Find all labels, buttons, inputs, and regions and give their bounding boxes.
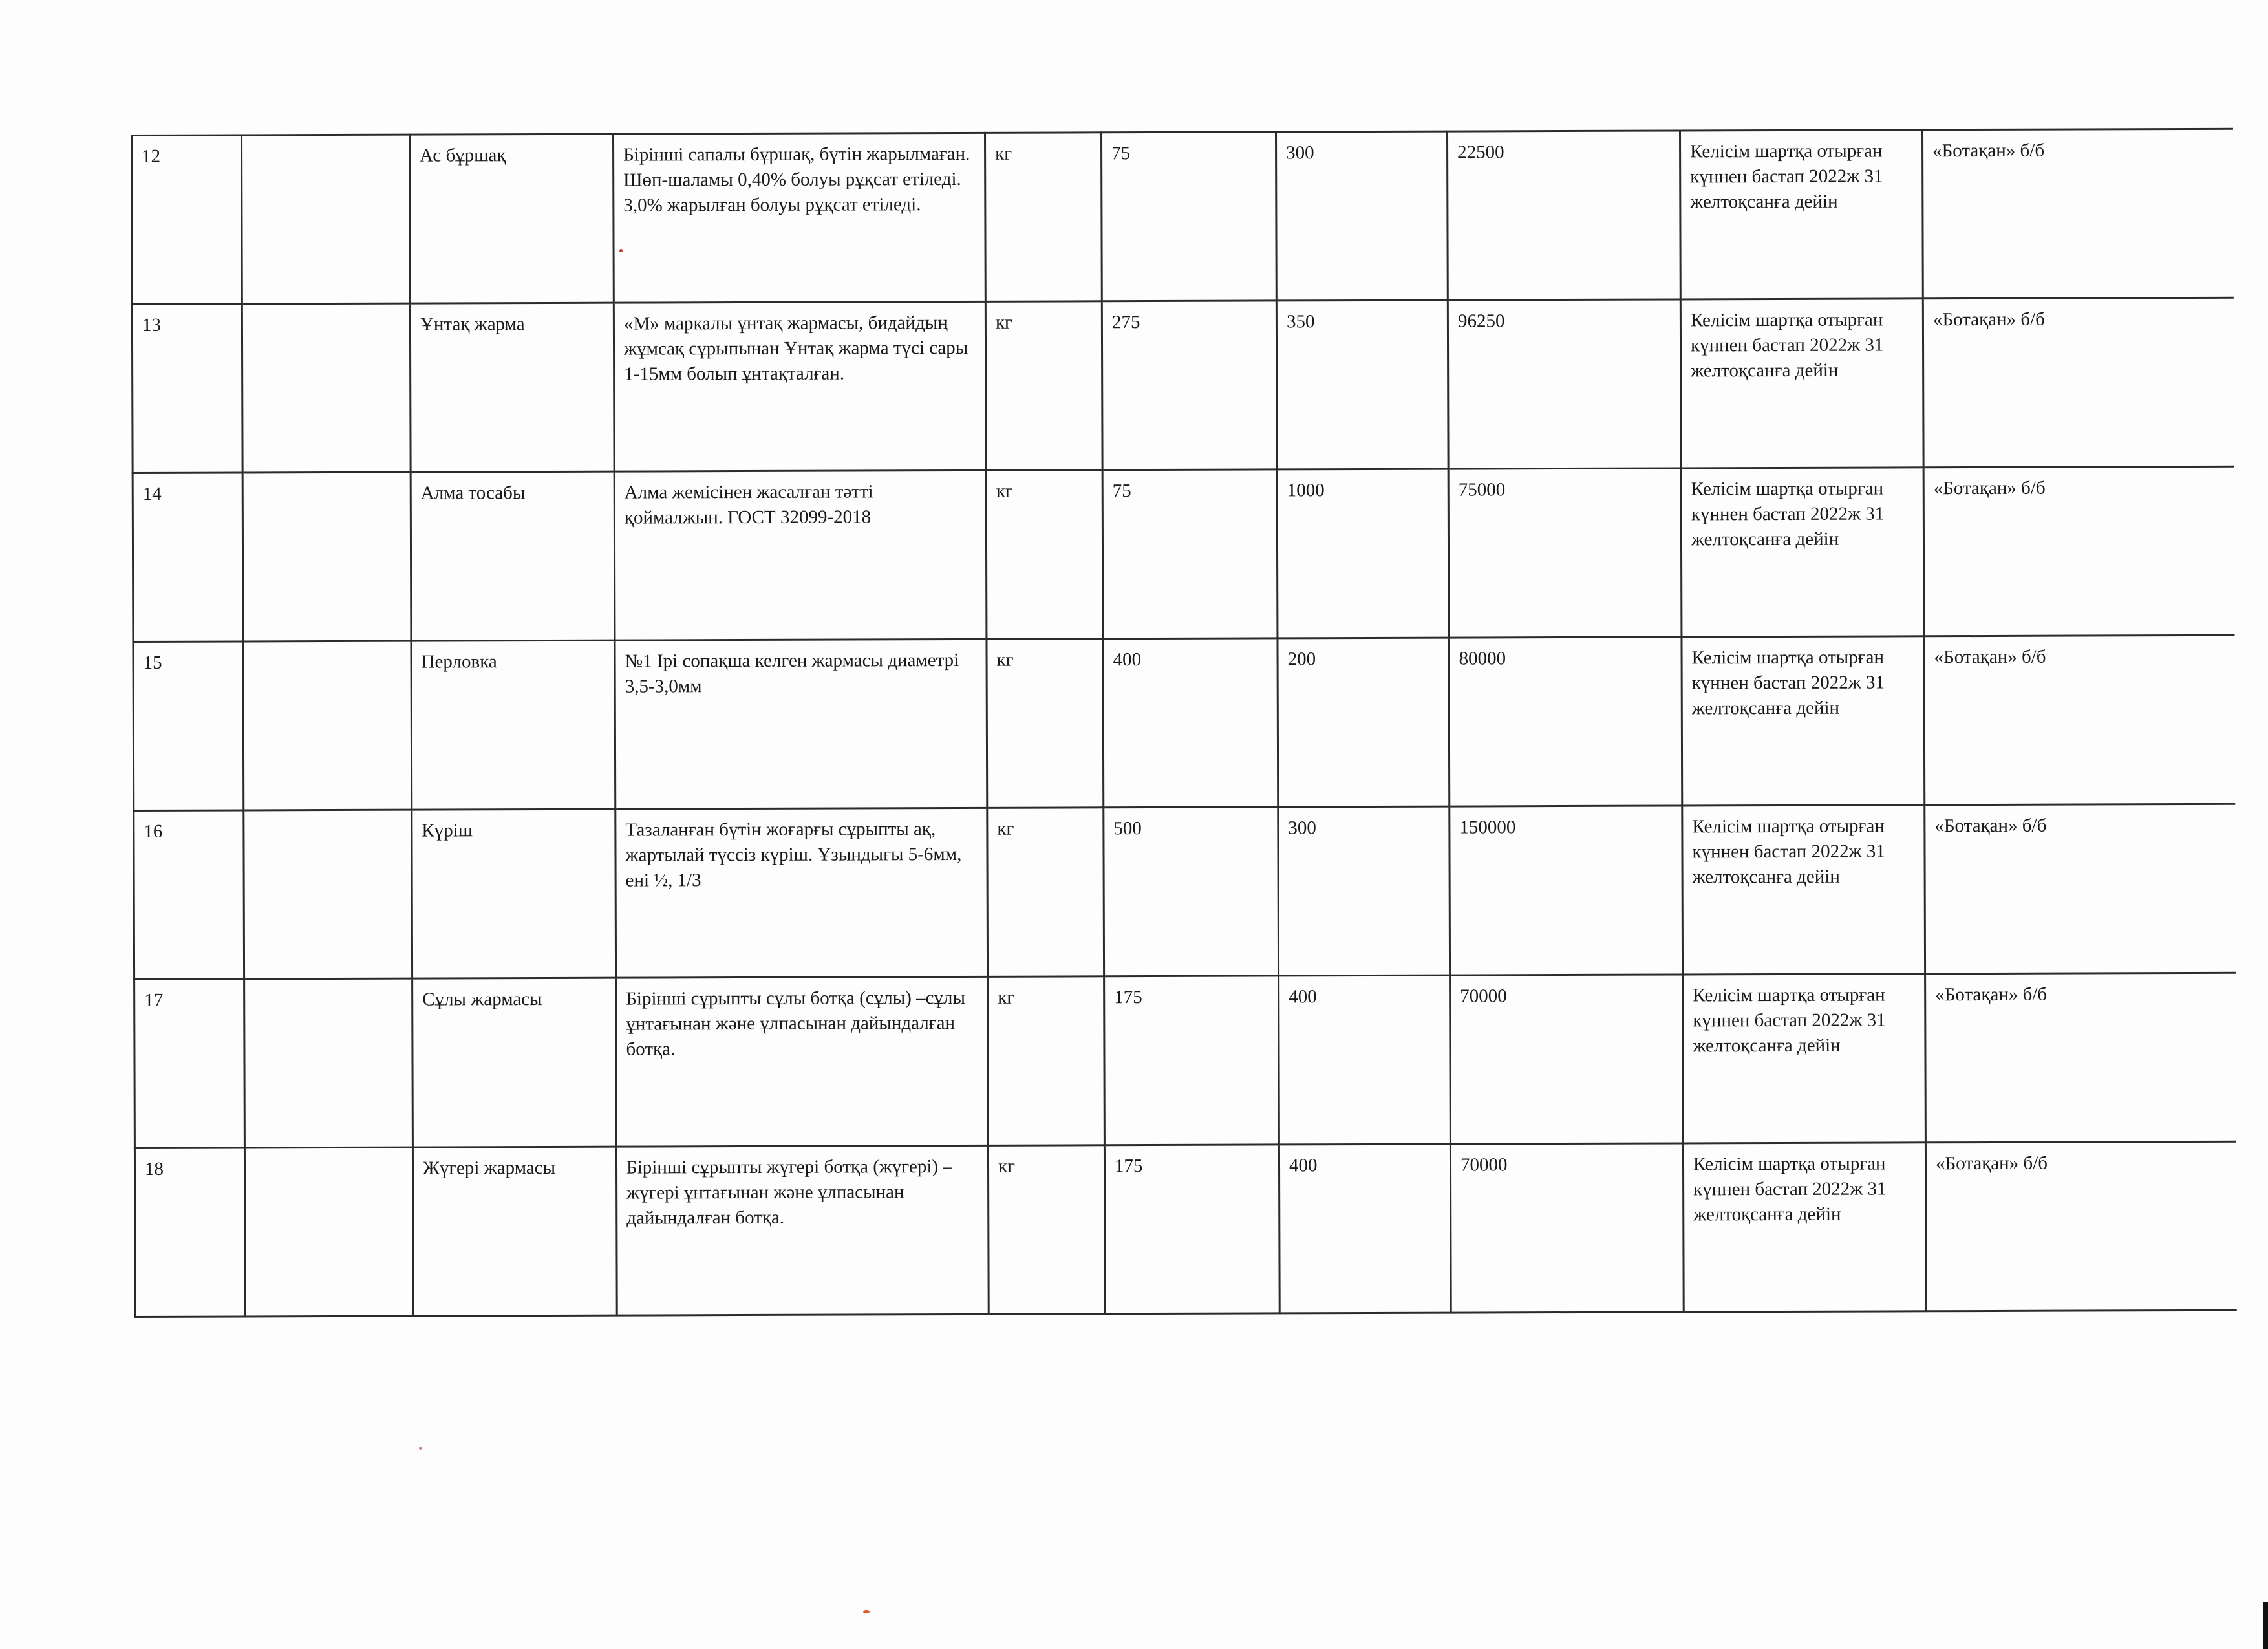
row-number: 17 bbox=[134, 979, 245, 1148]
scan-speck bbox=[419, 1447, 422, 1450]
delivery-period: Келісім шартқа отырған күннен бастап 2022ж 31 желтоқсанға дейін bbox=[1680, 130, 1923, 299]
total-sum: 70000 bbox=[1450, 1143, 1684, 1313]
unit: кг bbox=[985, 301, 1102, 471]
table-row bbox=[134, 973, 2236, 1148]
unit-price: 200 bbox=[1278, 638, 1450, 807]
scan-speck bbox=[863, 1610, 870, 1613]
product-name: Жүгері жармасы bbox=[412, 1147, 617, 1316]
product-description: №1 Ірі сопақша келген жармасы диаметрі 3,5-3,0мм bbox=[615, 639, 987, 809]
delivery-period: Келісім шартқа отырған күннен бастап 2022ж 31 желтоқсанға дейін bbox=[1681, 468, 1924, 637]
delivery-place: «Ботақан» б/б bbox=[1923, 297, 2234, 468]
unit-price: 350 bbox=[1276, 300, 1448, 469]
unit-price: 1000 bbox=[1277, 469, 1449, 638]
unit-price: 300 bbox=[1276, 131, 1448, 301]
table-row bbox=[132, 129, 2234, 304]
unit-price: 400 bbox=[1279, 1144, 1451, 1313]
total-sum: 22500 bbox=[1447, 131, 1680, 300]
table-row bbox=[132, 297, 2234, 473]
delivery-period: Келісім шартқа отырған күннен бастап 2022ж 31 желтоқсанға дейін bbox=[1682, 805, 1925, 975]
row-code bbox=[244, 978, 413, 1148]
product-name: Сұлы жармасы bbox=[412, 978, 617, 1147]
total-sum: 96250 bbox=[1448, 299, 1681, 469]
delivery-place: «Ботақан» б/б bbox=[1925, 1141, 2236, 1311]
scan-speck bbox=[619, 249, 623, 252]
delivery-period: Келісім шартқа отырған күннен бастап 2022ж 31 желтоқсанға дейін bbox=[1683, 974, 1926, 1143]
row-number: 14 bbox=[133, 473, 243, 642]
row-number: 16 bbox=[134, 810, 244, 980]
delivery-period: Келісім шартқа отырған күннен бастап 2022ж 31 желтоқсанға дейін bbox=[1682, 636, 1925, 806]
quantity: 400 bbox=[1103, 638, 1278, 808]
quantity: 500 bbox=[1104, 807, 1279, 976]
product-description: «М» маркалы ұнтақ жармасы, бидайдың жұмсақ сұрыпынан Ұнтақ жарма түсі сары 1-15мм болып ұнтақталған. bbox=[614, 301, 986, 471]
product-description: Бірінші сұрыпты жүгері ботқа (жүгері) –жүгері ұнтағынан және ұлпасынан дайындалған ботқа. bbox=[616, 1145, 989, 1315]
quantity: 175 bbox=[1104, 1145, 1279, 1314]
total-sum: 80000 bbox=[1449, 637, 1682, 806]
table-row bbox=[134, 1141, 2236, 1317]
table-row bbox=[133, 466, 2234, 641]
row-code bbox=[242, 472, 411, 641]
unit-price: 400 bbox=[1279, 975, 1451, 1145]
delivery-place: «Ботақан» б/б bbox=[1925, 804, 2236, 974]
product-name: Алма тосабы bbox=[411, 471, 615, 641]
unit-price: 300 bbox=[1278, 806, 1450, 976]
product-name: Ас бұршақ bbox=[410, 134, 614, 303]
procurement-table bbox=[131, 128, 2236, 1318]
delivery-place: «Ботақан» б/б bbox=[1924, 635, 2235, 805]
unit: кг bbox=[987, 808, 1104, 977]
row-number: 15 bbox=[133, 641, 244, 811]
quantity: 175 bbox=[1104, 976, 1279, 1145]
row-number: 12 bbox=[132, 135, 242, 305]
table-row bbox=[134, 804, 2236, 979]
row-number: 18 bbox=[134, 1148, 245, 1317]
product-description: Бірінші сапалы бұршақ, бүтін жарылмаған. Шөп-шаламы 0,40% болуы рұқсат етіледі. 3,0% жарылған болуы рұқсат етіледі. bbox=[614, 133, 986, 303]
delivery-period: Келісім шартқа отырған күннен бастап 2022ж 31 желтоқсанға дейін bbox=[1683, 1143, 1926, 1312]
row-code bbox=[242, 303, 411, 473]
total-sum: 70000 bbox=[1450, 975, 1684, 1144]
delivery-period: Келісім шартқа отырған күннен бастап 2022ж 31 желтоқсанға дейін bbox=[1680, 299, 1923, 468]
delivery-place: «Ботақан» б/б bbox=[1925, 973, 2236, 1143]
quantity: 75 bbox=[1102, 469, 1278, 639]
total-sum: 75000 bbox=[1448, 468, 1682, 638]
quantity: 275 bbox=[1102, 301, 1277, 470]
row-number: 13 bbox=[132, 304, 242, 473]
unit: кг bbox=[986, 470, 1103, 640]
total-sum: 150000 bbox=[1450, 806, 1683, 975]
unit: кг bbox=[988, 976, 1105, 1146]
unit: кг bbox=[988, 1145, 1105, 1315]
product-name: Күріш bbox=[412, 809, 616, 978]
scan-edge-mark bbox=[2263, 1602, 2268, 1649]
row-code bbox=[243, 641, 412, 810]
product-description: Алма жемісінен жасалған тәтті қоймалжын. ГОСТ 32099-2018 bbox=[614, 470, 987, 640]
quantity: 75 bbox=[1101, 132, 1276, 301]
product-description: Бірінші сұрыпты сұлы ботқа (сұлы) –сұлы ұнтағынан және ұлпасынан дайындалған ботқа. bbox=[616, 976, 989, 1147]
product-name: Перловка bbox=[411, 640, 615, 810]
product-description: Тазаланған бүтін жоғарғы сұрыпты ақ, жартылай түссіз күріш. Ұзындығы 5-6мм, ені ½, 1/3 bbox=[615, 808, 988, 978]
row-code bbox=[242, 135, 411, 304]
table-row bbox=[133, 635, 2235, 810]
delivery-place: «Ботақан» б/б bbox=[1922, 129, 2233, 299]
row-code bbox=[244, 810, 412, 979]
product-name: Ұнтақ жарма bbox=[410, 303, 614, 472]
unit: кг bbox=[987, 639, 1104, 808]
row-code bbox=[244, 1147, 413, 1317]
delivery-place: «Ботақан» б/б bbox=[1923, 466, 2234, 636]
unit: кг bbox=[985, 133, 1102, 302]
